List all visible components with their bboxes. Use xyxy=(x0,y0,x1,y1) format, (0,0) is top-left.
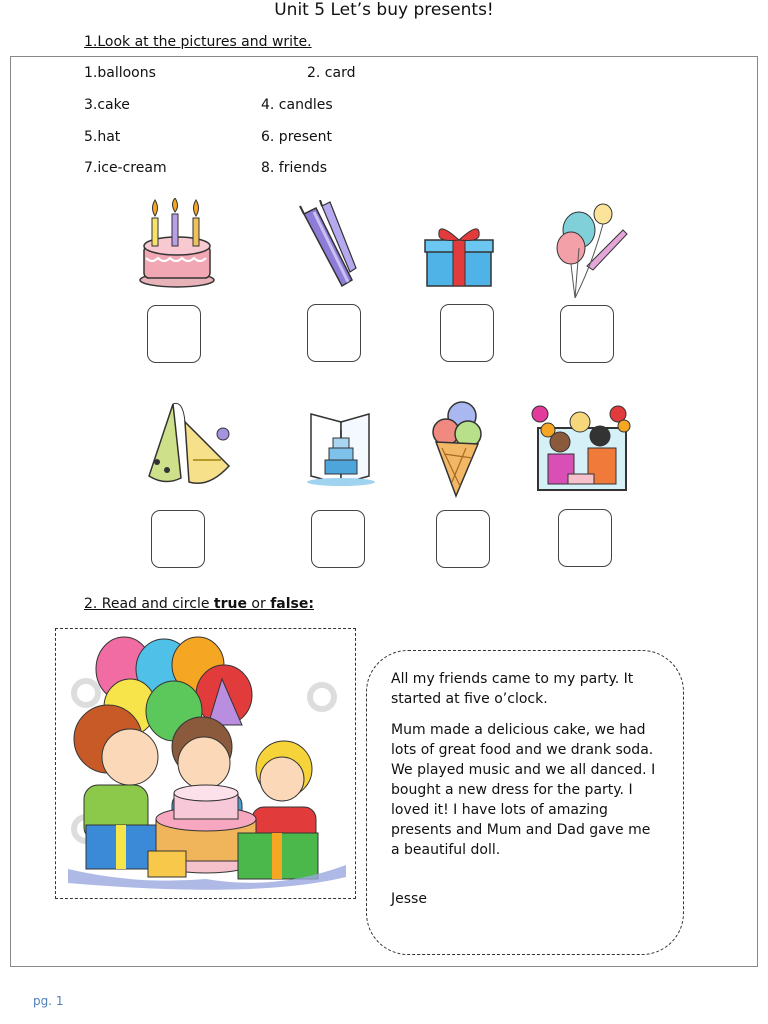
answer-box-4[interactable] xyxy=(560,305,614,363)
answer-box-6[interactable] xyxy=(311,510,365,568)
cake-icon xyxy=(138,198,216,290)
present-icon xyxy=(423,220,497,290)
story-paragraph-1: All my friends came to my party. It started at five o’clock. xyxy=(391,671,634,707)
word-5: 5.hat xyxy=(84,129,121,145)
answer-box-2[interactable] xyxy=(307,304,361,362)
word-7: 7.ice-cream xyxy=(84,160,167,176)
balloons-icon xyxy=(553,202,629,300)
answer-box-5[interactable] xyxy=(151,510,205,568)
page-number: pg. 1 xyxy=(33,994,64,1008)
page-title: Unit 5 Let’s buy presents! xyxy=(274,0,494,20)
story-signature: Jesse xyxy=(391,891,427,907)
exercise2-heading: 2. Read and circle true or false: xyxy=(84,596,314,612)
answer-box-8[interactable] xyxy=(558,509,612,567)
friends-icon xyxy=(530,402,632,494)
word-6: 6. present xyxy=(261,129,333,145)
candles-icon xyxy=(298,200,360,292)
answer-box-1[interactable] xyxy=(147,305,201,363)
party-photo-frame xyxy=(55,628,356,899)
ice-cream-icon xyxy=(430,400,486,498)
party-hats-icon xyxy=(145,400,235,488)
card-icon xyxy=(305,408,375,488)
birthday-party-illustration xyxy=(56,629,354,897)
story-paragraph-2: Mum made a delicious cake, we had lots of great food and we drank soda. We played music and we all danced. I bought a new dress for the party. I loved it! I have lots of amazing presents and Mum and Dad gave me a beautiful doll. xyxy=(391,722,656,858)
word-1: 1.balloons xyxy=(84,65,156,81)
word-2: 2. card xyxy=(307,65,356,81)
answer-box-3[interactable] xyxy=(440,304,494,362)
exercise1-heading: 1.Look at the pictures and write. xyxy=(84,34,312,50)
word-4: 4. candles xyxy=(261,97,333,113)
answer-box-7[interactable] xyxy=(436,510,490,568)
word-3: 3.cake xyxy=(84,97,130,113)
word-8: 8. friends xyxy=(261,160,328,176)
